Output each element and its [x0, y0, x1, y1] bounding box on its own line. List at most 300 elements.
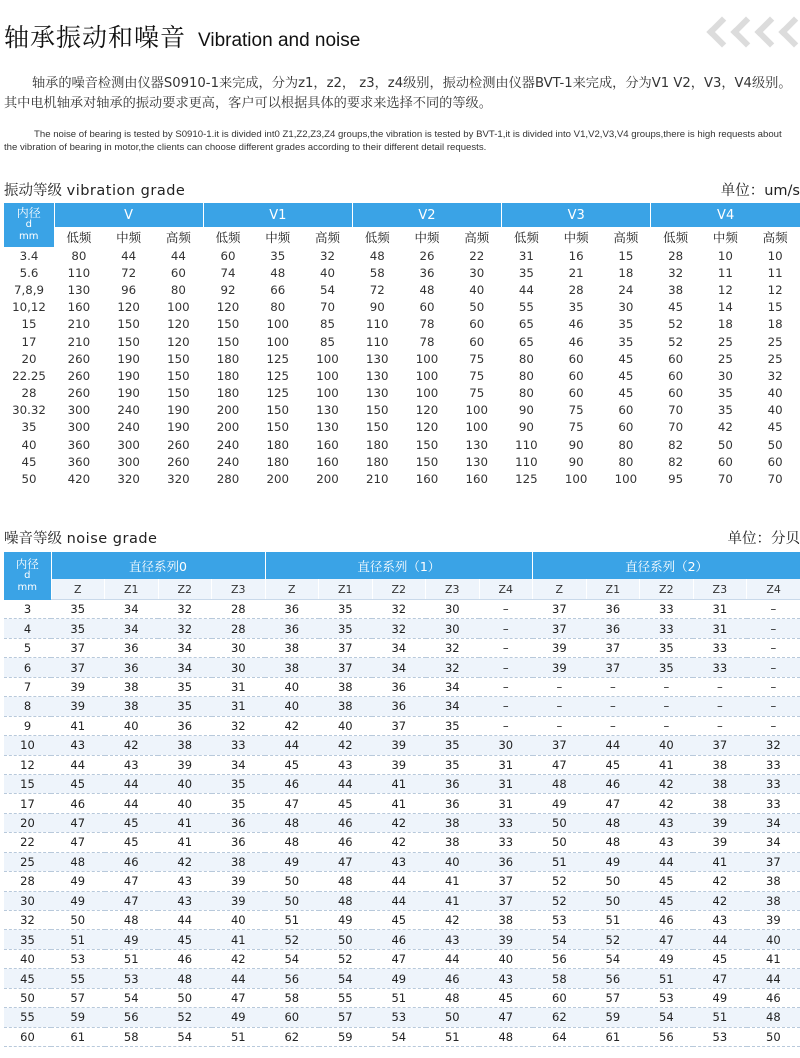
- table-cell: 34: [158, 658, 212, 677]
- table-cell: 100: [415, 351, 439, 366]
- table-cell: 35: [319, 600, 373, 619]
- table-cell: 36: [105, 658, 159, 677]
- table-cell: 36: [105, 638, 159, 657]
- table-cell: 45: [158, 930, 212, 949]
- table-cell: 130: [316, 403, 339, 418]
- table-cell: 50: [469, 300, 485, 315]
- table-cell: 51: [105, 949, 159, 968]
- noise-group-header: 直径系列（1）: [265, 552, 533, 579]
- table-cell: 35: [319, 619, 373, 638]
- table-cell: 49: [586, 852, 640, 871]
- table-cell: 37: [533, 736, 587, 755]
- table-row: [4, 969, 800, 988]
- table-cell: 14: [717, 300, 733, 315]
- table-cell: 42: [693, 891, 747, 910]
- table-cell: 50: [747, 1027, 800, 1046]
- table-cell: 31: [212, 677, 266, 696]
- table-cell: 70: [717, 472, 733, 487]
- table-cell: 50: [533, 833, 587, 852]
- table-cell: 42: [640, 794, 694, 813]
- bore-size-cell: 30: [4, 891, 51, 910]
- table-cell: 33: [479, 833, 533, 852]
- table-cell: 44: [640, 852, 694, 871]
- table-cell: 55: [319, 988, 373, 1007]
- table-cell: 41: [158, 813, 212, 832]
- table-cell: 60: [419, 300, 435, 315]
- table-cell: 50: [319, 930, 373, 949]
- grade-subheader: Z3: [426, 579, 480, 600]
- table-cell: 35: [717, 403, 733, 418]
- table-cell: 25: [717, 351, 733, 366]
- table-cell: 46: [640, 911, 694, 930]
- table-cell: 34: [105, 619, 159, 638]
- table-cell: 47: [319, 852, 373, 871]
- bore-size-cell: 45: [4, 969, 51, 988]
- table-cell: 36: [212, 833, 266, 852]
- table-cell: 90: [369, 300, 385, 315]
- table-cell: 53: [372, 1008, 426, 1027]
- table-cell: 50: [265, 872, 319, 891]
- vibration-group-header: V2: [352, 203, 501, 227]
- table-cell: 53: [533, 911, 587, 930]
- bore-size-cell: 4: [4, 619, 51, 638]
- table-cell: 80: [518, 386, 534, 401]
- table-cell: 60: [668, 386, 684, 401]
- table-cell: –: [586, 716, 640, 735]
- bore-size-cell: 35: [4, 930, 51, 949]
- table-cell: 96: [121, 282, 137, 297]
- intro-paragraph-english: The noise of bearing is tested by S0910-1.it is divided int0 Z1,Z2,Z3,Z4 groups,the vibration is tested by BVT-1,it is divided into V1,V2,V3,V4 groups,there is high requests about the vibration of bearing in motor,the clients can choose different grades according to their different detail requests.: [4, 129, 782, 153]
- table-row: [4, 600, 800, 619]
- table-cell: 30: [426, 600, 480, 619]
- table-cell: 38: [668, 282, 684, 297]
- table-cell: –: [640, 677, 694, 696]
- table-cell: 41: [212, 930, 266, 949]
- vibration-group-header: V: [54, 203, 203, 227]
- grade-subheader: Z1: [586, 579, 640, 600]
- grade-subheader: Z: [51, 579, 105, 600]
- table-cell: 36: [158, 716, 212, 735]
- noise-unit: 单位：分贝: [727, 531, 800, 547]
- table-cell: –: [747, 638, 800, 657]
- table-cell: 240: [216, 454, 240, 469]
- table-cell: 45: [618, 351, 634, 366]
- table-cell: 80: [71, 248, 87, 263]
- table-cell: 41: [426, 872, 480, 891]
- table-cell: 260: [67, 386, 91, 401]
- table-cell: 38: [693, 794, 747, 813]
- bore-size-cell: 9: [4, 716, 51, 735]
- table-cell: 43: [479, 969, 533, 988]
- table-cell: 51: [533, 852, 587, 871]
- table-cell: 35: [426, 716, 480, 735]
- table-cell: 100: [316, 386, 339, 401]
- table-cell: 15: [767, 300, 783, 315]
- table-cell: 60: [220, 248, 236, 263]
- bore-header-line1: 内径: [16, 206, 41, 220]
- bore-size-cell: 7: [4, 677, 51, 696]
- vibration-section-heading: [4, 179, 800, 201]
- grade-subheader: Z1: [105, 579, 159, 600]
- table-cell: 41: [640, 755, 694, 774]
- table-cell: –: [479, 638, 533, 657]
- table-row: [4, 385, 800, 402]
- frequency-subheader: 高频: [601, 227, 651, 247]
- table-cell: 44: [105, 774, 159, 793]
- table-cell: 100: [564, 472, 588, 487]
- table-cell: 190: [167, 403, 190, 418]
- table-cell: 34: [747, 813, 800, 832]
- table-cell: 32: [158, 619, 212, 638]
- table-row: [4, 419, 800, 436]
- grade-subheader: Z4: [479, 579, 533, 600]
- table-cell: 39: [212, 891, 266, 910]
- table-cell: 59: [319, 1027, 373, 1046]
- table-cell: 48: [270, 265, 286, 280]
- table-row: [4, 794, 800, 813]
- table-cell: 41: [693, 852, 747, 871]
- table-cell: 32: [426, 658, 480, 677]
- bore-size-cell: 28: [21, 386, 37, 401]
- bore-size-cell: 3: [4, 600, 51, 619]
- table-cell: 40: [767, 403, 783, 418]
- table-cell: 80: [170, 282, 186, 297]
- bore-size-cell: 40: [4, 949, 51, 968]
- table-cell: 37: [586, 638, 640, 657]
- table-cell: 49: [640, 949, 694, 968]
- table-row: [4, 891, 800, 910]
- table-cell: 46: [51, 794, 105, 813]
- table-cell: 53: [693, 1027, 747, 1046]
- table-cell: 43: [640, 833, 694, 852]
- table-cell: 42: [319, 736, 373, 755]
- table-cell: 160: [465, 472, 488, 487]
- bore-size-cell: 10: [4, 736, 51, 755]
- table-cell: 50: [586, 891, 640, 910]
- table-cell: 45: [586, 755, 640, 774]
- table-cell: 46: [319, 833, 373, 852]
- noise-grade-table: [4, 552, 800, 1047]
- table-cell: 78: [419, 317, 435, 332]
- table-row: [4, 299, 800, 316]
- table-cell: 37: [586, 658, 640, 677]
- frequency-subheader: 中频: [700, 227, 750, 247]
- table-cell: 54: [533, 930, 587, 949]
- table-cell: 52: [668, 317, 684, 332]
- vibration-heading-en: vibration grade: [66, 183, 186, 199]
- table-cell: 60: [668, 368, 684, 383]
- bore-header-line3: mm: [17, 581, 37, 593]
- table-cell: 47: [105, 872, 159, 891]
- table-cell: 49: [212, 1008, 266, 1027]
- table-cell: –: [586, 677, 640, 696]
- table-cell: 62: [265, 1027, 319, 1046]
- frequency-subheader: 高频: [153, 227, 203, 247]
- table-cell: 59: [51, 1008, 105, 1027]
- table-cell: 240: [117, 403, 140, 418]
- table-cell: –: [747, 600, 800, 619]
- table-cell: 43: [693, 911, 747, 930]
- table-cell: 50: [158, 988, 212, 1007]
- bore-header-line2: d: [25, 219, 32, 230]
- bore-size-cell: 50: [4, 988, 51, 1007]
- bore-header-line2: d: [24, 569, 31, 581]
- bore-size-cell: 20: [21, 351, 37, 366]
- decorative-chevrons: [700, 15, 800, 49]
- table-cell: 150: [167, 351, 190, 366]
- table-cell: 75: [568, 420, 584, 435]
- table-cell: 58: [533, 969, 587, 988]
- table-cell: 25: [767, 334, 783, 349]
- table-cell: 260: [67, 368, 91, 383]
- table-cell: 90: [568, 437, 584, 452]
- table-cell: 33: [640, 619, 694, 638]
- table-cell: 60: [469, 334, 485, 349]
- table-cell: 57: [586, 988, 640, 1007]
- frequency-subheader: 中频: [104, 227, 154, 247]
- table-cell: 42: [265, 716, 319, 735]
- table-cell: 85: [320, 334, 336, 349]
- table-cell: 48: [158, 969, 212, 988]
- table-cell: 48: [479, 1027, 533, 1046]
- table-cell: 55: [518, 300, 534, 315]
- table-cell: 100: [316, 351, 339, 366]
- table-cell: 90: [518, 403, 534, 418]
- table-cell: 130: [465, 437, 488, 452]
- table-cell: 32: [372, 600, 426, 619]
- table-cell: 300: [117, 454, 140, 469]
- table-cell: 39: [533, 658, 587, 677]
- table-cell: 52: [158, 1008, 212, 1027]
- table-cell: 40: [265, 697, 319, 716]
- table-cell: 31: [479, 774, 533, 793]
- table-row: [4, 911, 800, 930]
- frequency-subheader: 中频: [402, 227, 452, 247]
- table-cell: 33: [212, 736, 266, 755]
- table-cell: 48: [586, 833, 640, 852]
- table-cell: 30: [469, 265, 485, 280]
- table-cell: 70: [320, 300, 336, 315]
- table-cell: 35: [640, 658, 694, 677]
- bore-size-cell: 6: [4, 658, 51, 677]
- table-cell: 60: [717, 454, 733, 469]
- table-cell: 31: [518, 248, 534, 263]
- table-cell: 46: [426, 969, 480, 988]
- table-cell: –: [747, 716, 800, 735]
- table-cell: 52: [533, 872, 587, 891]
- table-cell: 40: [320, 265, 336, 280]
- grade-subheader: Z: [533, 579, 587, 600]
- chevron-left-icon: [778, 15, 800, 47]
- table-cell: 40: [212, 911, 266, 930]
- table-cell: 35: [270, 248, 286, 263]
- table-cell: 42: [717, 420, 733, 435]
- chevron-left-icon: [754, 15, 776, 47]
- table-cell: 36: [586, 619, 640, 638]
- table-cell: 46: [372, 930, 426, 949]
- table-cell: 54: [105, 988, 159, 1007]
- table-cell: 200: [216, 420, 240, 435]
- table-cell: 49: [533, 794, 587, 813]
- table-cell: 150: [415, 437, 439, 452]
- table-cell: 21: [568, 265, 584, 280]
- table-cell: 16: [568, 248, 584, 263]
- table-cell: 39: [372, 736, 426, 755]
- table-cell: 90: [568, 454, 584, 469]
- table-cell: 33: [640, 600, 694, 619]
- table-cell: 80: [618, 454, 634, 469]
- table-cell: 120: [415, 403, 439, 418]
- table-cell: 47: [105, 891, 159, 910]
- table-row: [4, 1027, 800, 1046]
- table-cell: 41: [372, 794, 426, 813]
- table-cell: 53: [105, 969, 159, 988]
- table-cell: 44: [158, 911, 212, 930]
- table-cell: 120: [216, 300, 240, 315]
- table-cell: 50: [586, 872, 640, 891]
- table-cell: 130: [67, 282, 91, 297]
- table-cell: 30: [212, 658, 266, 677]
- table-cell: 41: [51, 716, 105, 735]
- table-cell: 48: [319, 872, 373, 891]
- table-cell: 54: [586, 949, 640, 968]
- grade-subheader: Z3: [212, 579, 266, 600]
- table-cell: 43: [158, 891, 212, 910]
- table-cell: 75: [469, 351, 485, 366]
- table-cell: 37: [693, 736, 747, 755]
- table-cell: –: [586, 697, 640, 716]
- table-cell: 210: [67, 317, 91, 332]
- frequency-subheader: 中频: [551, 227, 601, 247]
- table-cell: 130: [465, 454, 488, 469]
- table-cell: 35: [51, 619, 105, 638]
- table-cell: 300: [67, 403, 91, 418]
- table-row: [4, 350, 800, 367]
- bore-size-cell: 30.32: [12, 403, 46, 418]
- table-cell: 360: [67, 454, 91, 469]
- table-cell: 40: [747, 930, 800, 949]
- table-cell: 44: [105, 794, 159, 813]
- table-cell: 39: [212, 872, 266, 891]
- table-cell: 100: [415, 368, 439, 383]
- bore-size-cell: 60: [4, 1027, 51, 1046]
- frequency-subheader: 低频: [651, 227, 701, 247]
- table-cell: 45: [372, 911, 426, 930]
- table-row: [4, 658, 800, 677]
- table-cell: 56: [265, 969, 319, 988]
- table-cell: –: [693, 697, 747, 716]
- table-cell: 54: [319, 969, 373, 988]
- table-cell: 100: [266, 334, 290, 349]
- table-cell: 49: [372, 969, 426, 988]
- table-row: [4, 833, 800, 852]
- table-cell: 46: [158, 949, 212, 968]
- table-cell: 160: [316, 437, 339, 452]
- table-cell: 39: [533, 638, 587, 657]
- table-cell: 150: [365, 403, 389, 418]
- table-cell: 100: [316, 368, 339, 383]
- table-cell: 52: [668, 334, 684, 349]
- table-cell: 40: [469, 282, 485, 297]
- table-cell: 70: [668, 420, 684, 435]
- noise-section-heading: [4, 527, 800, 549]
- table-cell: 125: [266, 368, 290, 383]
- table-row: [4, 930, 800, 949]
- table-cell: 130: [365, 351, 389, 366]
- table-cell: 240: [117, 420, 140, 435]
- table-cell: 42: [372, 833, 426, 852]
- table-cell: 80: [518, 368, 534, 383]
- table-row: [4, 316, 800, 333]
- table-cell: 280: [216, 472, 240, 487]
- table-cell: 42: [212, 949, 266, 968]
- table-cell: 38: [212, 852, 266, 871]
- table-cell: 45: [693, 949, 747, 968]
- table-cell: 39: [693, 813, 747, 832]
- table-cell: 125: [515, 472, 538, 487]
- table-cell: 120: [167, 334, 190, 349]
- table-cell: 37: [533, 600, 587, 619]
- grade-subheader: Z: [265, 579, 319, 600]
- table-cell: 74: [220, 265, 236, 280]
- table-cell: 150: [266, 403, 290, 418]
- table-cell: 38: [426, 833, 480, 852]
- table-cell: –: [747, 677, 800, 696]
- table-cell: 38: [265, 638, 319, 657]
- table-cell: 37: [319, 658, 373, 677]
- table-cell: 90: [518, 420, 534, 435]
- table-cell: 40: [105, 716, 159, 735]
- table-cell: 72: [121, 265, 137, 280]
- table-cell: 51: [212, 1027, 266, 1046]
- table-cell: 36: [426, 774, 480, 793]
- table-cell: 50: [767, 437, 783, 452]
- table-cell: 35: [212, 774, 266, 793]
- table-cell: 49: [265, 852, 319, 871]
- noise-group-header: 直径系列0: [51, 552, 265, 579]
- table-row: [4, 852, 800, 871]
- bore-size-cell: 32: [4, 911, 51, 930]
- table-cell: 56: [586, 969, 640, 988]
- table-cell: 39: [158, 755, 212, 774]
- table-cell: 34: [372, 638, 426, 657]
- table-row: [4, 367, 800, 384]
- table-cell: 43: [319, 755, 373, 774]
- table-cell: 44: [372, 872, 426, 891]
- table-cell: 28: [668, 248, 684, 263]
- bore-size-cell: 22: [4, 833, 51, 852]
- table-cell: 42: [426, 911, 480, 930]
- table-cell: 32: [426, 638, 480, 657]
- table-cell: 100: [614, 472, 638, 487]
- bore-size-cell: 15: [4, 774, 51, 793]
- table-cell: 35: [426, 736, 480, 755]
- frequency-subheader: 低频: [352, 227, 402, 247]
- table-cell: 43: [158, 872, 212, 891]
- table-cell: 130: [316, 420, 339, 435]
- table-cell: 180: [365, 437, 389, 452]
- table-cell: 61: [586, 1027, 640, 1046]
- table-cell: 47: [265, 794, 319, 813]
- table-cell: 46: [586, 774, 640, 793]
- table-cell: 15: [618, 248, 634, 263]
- table-row: [4, 872, 800, 891]
- table-cell: 40: [158, 774, 212, 793]
- bore-size-cell: 7,8,9: [14, 282, 45, 297]
- noise-heading-cn: 噪音等级: [4, 531, 62, 547]
- table-cell: 18: [767, 317, 783, 332]
- table-cell: 180: [266, 437, 290, 452]
